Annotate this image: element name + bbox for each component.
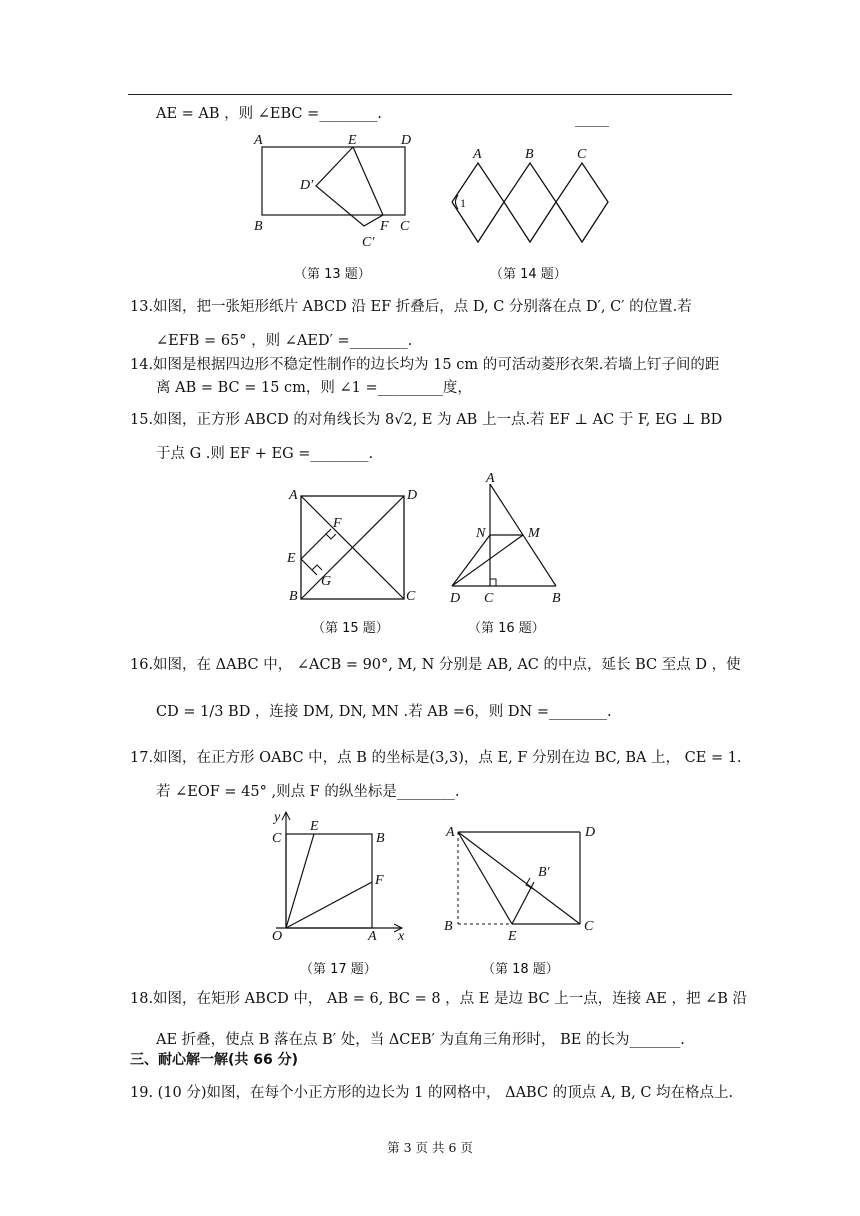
caption-fig14: （第 14 题）	[490, 267, 567, 282]
fig17-label: y	[274, 810, 281, 825]
figure-14	[440, 140, 620, 255]
figure-18	[440, 820, 610, 946]
q18-line2: AE 折叠，使点 B 落在点 B′ 处，当 ΔCEB′ 为直角三角形时， BE 的长为_______.	[156, 1032, 685, 1048]
fig13-label: C	[400, 219, 410, 234]
fig17-label: A	[368, 929, 377, 944]
fig16-label: M	[528, 526, 540, 541]
fig15-label: B	[289, 589, 298, 604]
fig15-label: G	[321, 574, 332, 589]
figure-13	[250, 132, 420, 252]
caption-fig13: （第 13 题）	[294, 267, 371, 282]
page-footer: 第 3 页 共 6 页	[387, 1140, 473, 1155]
header-rule	[128, 94, 732, 95]
q13-line2: ∠EFB = 65° ，则 ∠AED′ =________.	[156, 333, 413, 349]
q15-line1: 15.如图，正方形 ABCD 的对角线长为 8√2, E 为 AB 上一点.若 EF ⊥ AC 于 F, EG ⊥ BD	[130, 412, 723, 428]
q13-line1: 13.如图，把一张矩形纸片 ABCD 沿 EF 折叠后，点 D, C 分别落在点 D′, C′ 的位置.若	[130, 299, 692, 315]
figure-13-labels	[253, 133, 411, 250]
q15-line2: 于点 G .则 EF + EG =________.	[156, 446, 374, 462]
caption-fig15: （第 15 题）	[312, 621, 389, 636]
fig16-label: C	[484, 591, 494, 606]
fig14-angle-label: 1	[460, 196, 466, 210]
fig13-label: E	[348, 133, 357, 148]
fig14-label: C	[577, 147, 587, 162]
fig18-label: E	[508, 929, 517, 944]
fig13-label: A	[254, 133, 263, 148]
fig15-label: D	[407, 488, 418, 503]
fig14-label: B	[525, 147, 534, 162]
fig16-label: A	[486, 471, 495, 486]
fig15-label: C	[406, 589, 416, 604]
q19-line1: 19. (10 分)如图，在每个小正方形的边长为 1 的网格中， ΔABC 的顶点 A, B, C 均在格点上.	[130, 1085, 734, 1101]
fig15-label: A	[289, 488, 298, 503]
fig14-label: A	[473, 147, 482, 162]
fig15-label: E	[287, 551, 296, 566]
figure-17	[262, 806, 412, 946]
fig13-label: C′	[362, 235, 375, 250]
stray-mark	[575, 126, 609, 127]
fig13-label: D	[401, 133, 412, 148]
fig18-label: B′	[538, 865, 550, 880]
q18-line1: 18.如图，在矩形 ABCD 中， AB = 6, BC = 8 ，点 E 是边 BC 上一点，连接 AE ，把 ∠B 沿	[130, 991, 747, 1007]
fig16-label: B	[552, 591, 561, 606]
fig18-label: D	[585, 825, 596, 840]
fig13-label: B	[254, 219, 263, 234]
q17-line2: 若 ∠EOF = 45° ,则点 F 的纵坐标是________.	[156, 784, 460, 800]
fig18-label: C	[584, 919, 594, 934]
fig17-label: C	[272, 831, 282, 846]
fig16-label: D	[450, 591, 461, 606]
caption-fig18: （第 18 题）	[482, 962, 559, 977]
fig17-label: x	[398, 929, 405, 944]
q14-line2: 离 AB = BC = 15 cm，则 ∠1 =_________度，	[156, 380, 472, 396]
fig17-label: E	[310, 819, 319, 834]
fig18-label: B	[444, 919, 453, 934]
q12-tail: AE = AB ，则 ∠EBC =________.	[156, 106, 382, 122]
fig17-label: F	[375, 873, 384, 888]
fig17-label: O	[272, 929, 283, 944]
section-3-heading: 三、耐心解一解(共 66 分)	[130, 1052, 299, 1068]
fig17-label: B	[376, 831, 385, 846]
q16-line1: 16.如图，在 ΔABC 中， ∠ACB = 90°, M, N 分别是 AB, AC 的中点，延长 BC 至点 D ，使	[130, 657, 741, 673]
q16-line2: CD = 1/3 BD ，连接 DM, DN, MN .若 AB =6，则 DN =________.	[156, 704, 612, 720]
fig13-label: F	[380, 219, 389, 234]
caption-fig16: （第 16 题）	[468, 621, 545, 636]
fig18-label: A	[446, 825, 455, 840]
figure-16	[440, 470, 580, 606]
fig16-label: N	[476, 526, 486, 541]
q14-line1: 14.如图是根据四边形不稳定性制作的边长均为 15 cm 的可活动菱形衣架.若墙上钉子间的距	[130, 357, 720, 373]
fig15-label: F	[333, 516, 342, 531]
caption-fig17: （第 17 题）	[300, 962, 377, 977]
q17-line1: 17.如图，在正方形 OABC 中，点 B 的坐标是(3,3)，点 E, F 分别在边 BC, BA 上， CE = 1.	[130, 750, 742, 766]
fig13-label: D′	[300, 178, 314, 193]
figure-15	[283, 484, 423, 606]
